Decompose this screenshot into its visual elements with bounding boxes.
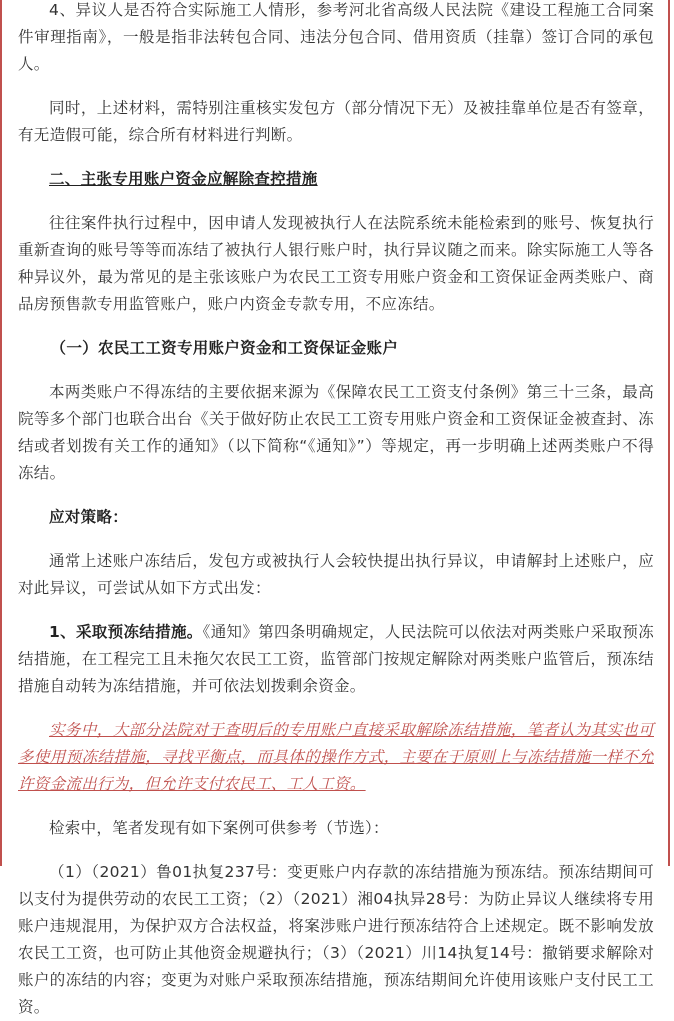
- paragraph-search-intro: 检索中，笔者发现有如下案例可供参考（节选）：: [49, 819, 389, 837]
- paragraph-cases: （1）（2021）鲁01执复237号：变更账户内存款的冻结措施为预冻结。预冻结期间可以支付为提供劳动的农民工工资；（2）（2021）湘04执异28号：为防止异议人继续将专用账户违规混用，为保护双方合法权益，将案涉账户进行预冻结符合上述规定。既不影响发放农民工工资，也可防止其他资金规避执行；（3）（2021）川14执复14号：撤销要求解除对账户的冻结的内容；变更为对账户采取预冻结措施，预冻结期间允许使用该账户支付民工工资。: [18, 863, 654, 1016]
- paragraph-criteria-4: 4、异议人是否符合实际施工人情形，参考河北省高级人民法院《建设工程施工合同案件审理指南》，一般是指非法转包合同、违法分包合同、借用资质（挂靠）签订合同的承包人。: [18, 1, 654, 73]
- article-body: [18, 0, 654, 1021]
- paragraph-pre-freeze: [18, 619, 654, 700]
- paragraph-account-freeze: 往往案件执行过程中，因申请人发现被执行人在法院系统未能检索到的账号、恢复执行重新查询的账号等等而冻结了被执行人银行账户时，执行异议随之而来。除实际施工人等各种异议外，最为常见的是主张该账户为农民工工资专用账户资金和工资保证金两类账户、商品房预售款专用监管账户，账户内资金专款专用，不应冻结。: [18, 214, 654, 313]
- paragraph-verify-materials: 同时，上述材料，需特别注重核实发包方（部分情况下无）及被挂靠单位是否有签章，有无造假可能，综合所有材料进行判断。: [18, 99, 654, 144]
- strategy-heading: 应对策略：: [49, 508, 129, 526]
- section-heading-2: 二、主张专用账户资金应解除查控措施: [49, 170, 318, 188]
- pre-freeze-title: 1、采取预冻结措施。: [49, 623, 203, 641]
- practice-note: 实务中，大部分法院对于查明后的专用账户直接采取解除冻结措施，笔者认为其实也可多使用预冻结措施，寻找平衡点，而具体的操作方式，主要在于原则上与冻结措施一样不允许资金流出行为，但允许支付农民工、工人工资。: [18, 721, 654, 793]
- paragraph-legal-basis: 本两类账户不得冻结的主要依据来源为《保障农民工工资支付条例》第三十三条，最高院等多个部门也联合出台《关于做好防止农民工工资专用账户资金和工资保证金被查封、冻结或者划拨有关工作的通知》（以下简称“《通知》”）等规定，再一步明确上述两类账户不得冻结。: [18, 383, 654, 482]
- paragraph-objection: 通常上述账户冻结后，发包方或被执行人会较快提出执行异议，申请解封上述账户，应对此异议，可尝试从如下方式出发：: [18, 552, 654, 597]
- pre-freeze-text: 《通知》第四条明确规定，人民法院可以依法对两类账户采取预冻结措施，在工程完工且未拖欠农民工工资，监管部门按规定解除对两类账户监管后，预冻结措施自动转为冻结措施，并可依法划拨剩余资金。: [18, 623, 654, 695]
- subsection-heading-1: （一）农民工工资专用账户资金和工资保证金账户: [50, 339, 399, 357]
